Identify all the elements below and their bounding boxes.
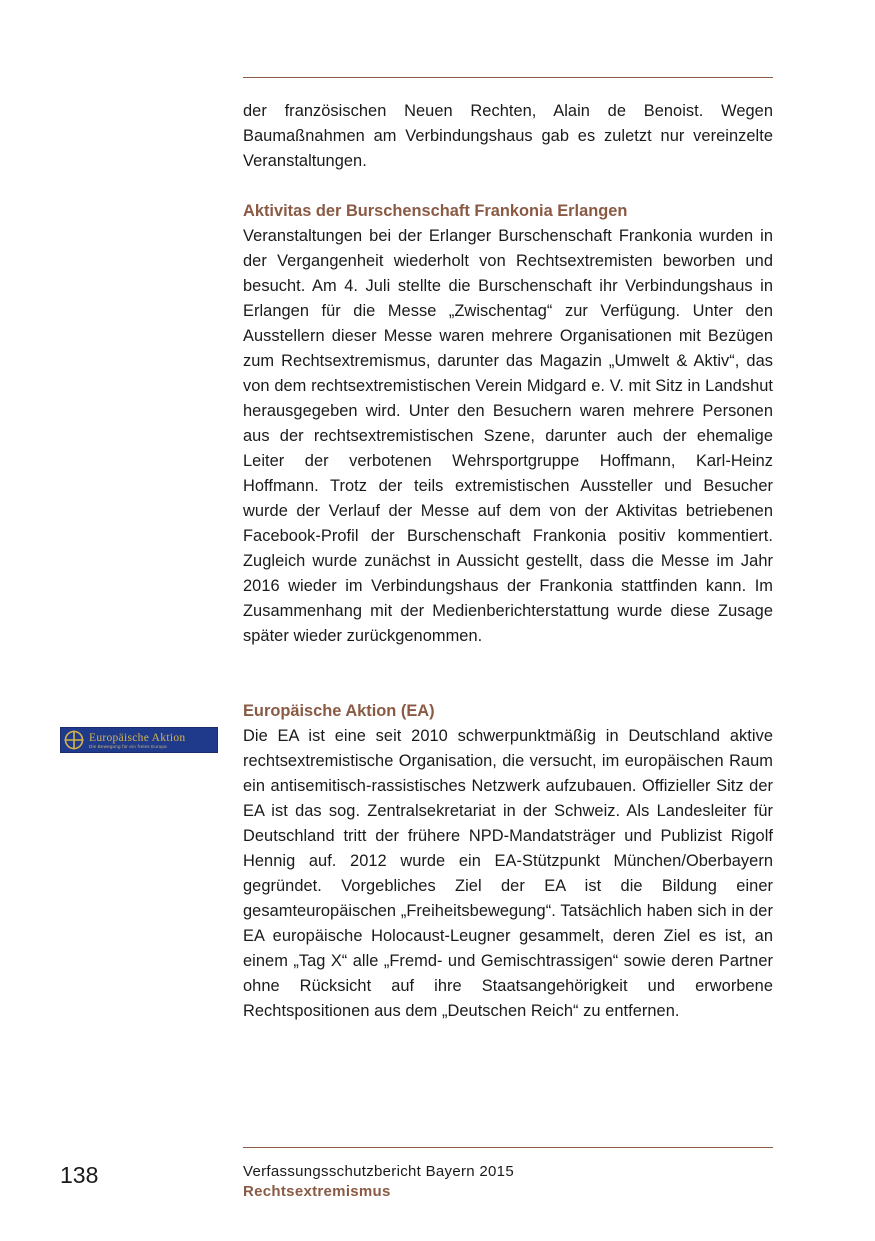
footer-subtitle: Rechtsextremismus (243, 1183, 391, 1200)
logo-text: Europäische Aktion (89, 731, 186, 744)
section-heading-ea: Europäische Aktion (EA) (243, 702, 435, 720)
logo-subtext: Die Bewegung für ein freies Europa (89, 743, 167, 749)
top-rule (243, 77, 773, 78)
section-text-frankonia: Veranstaltungen bei der Erlanger Burschenschaft Frankonia wurden in der Vergangenheit wiederholt von Rechtsextremisten beworben und besucht. Am 4. Juli stellte die Burschenschaft ihr Verbindungshaus in Erlangen für die Messe „Zwischentag“ zur Verfügung. Unter den Ausstellern dieser Messe waren mehrere Organisationen mit Bezügen zum Rechtsextremismus, darunter das Magazin „Umwelt & Aktiv“, das von dem rechtsextremistischen Verein Midgard e. V. mit Sitz in Landshut herausgegeben wird. Unter den Besuchern waren mehrere Personen aus der rechtsextremistischen Szene, darunter auch der ehemalige Leiter der verbotenen Wehrsportgruppe Hoffmann, Karl-Heinz Hoffmann. Trotz der teils extremistischen Aussteller und Besucher wurde der Verlauf der Messe auf dem von der Aktivitas betriebenen Facebook-Profil der Burschenschaft Frankonia positiv kommentiert. Zugleich wurde zunächst in Aussicht gestellt, dass die Messe im Jahr 2016 wieder im Verbindungshaus der Frankonia stattfinden kann. Im Zusammenhang mit der Medienberichterstattung wurde diese Zusage später wieder zurückgenommen. (243, 227, 773, 645)
celtic-cross-icon (61, 727, 87, 753)
europaeische-aktion-logo (60, 727, 218, 753)
intro-paragraph: der französischen Neuen Rechten, Alain de Benoist. Wegen Baumaßnahmen am Verbindungshaus gab es zuletzt nur vereinzelte Veranstaltungen. (243, 102, 773, 170)
section-heading-frankonia: Aktivitas der Burschenschaft Frankonia Erlangen (243, 202, 628, 220)
footer-title: Verfassungsschutzbericht Bayern 2015 (243, 1163, 514, 1180)
footer-rule (243, 1147, 773, 1148)
page-number: 138 (60, 1162, 99, 1188)
section-text-ea: Die EA ist eine seit 2010 schwerpunktmäßig in Deutschland aktive rechtsextremistische Organisation, die versucht, im europäischen Raum ein antisemitisch-rassistisches Netzwerk aufzubauen. Offizieller Sitz der EA ist das sog. Zentralsekretariat in der Schweiz. Als Landesleiter für Deutschland tritt der frühere NPD-Mandatsträger und Publizist Rigolf Hennig auf. 2012 wurde ein EA-Stützpunkt München/Oberbayern gegründet. Vorgebliches Ziel der EA ist die Bildung einer gesamteuropäischen „Freiheitsbewegung“. Tatsächlich haben sich in der EA europäische Holocaust-Leugner gesammelt, deren Ziel es ist, an einem „Tag X“ alle „Fremd- und Gemischtrassigen“ sowie deren Partner ohne Rücksicht auf ihre Staatsangehörigkeit und erworbene Rechtspositionen aus dem „Deutschen Reich“ zu entfernen. (243, 727, 773, 1020)
